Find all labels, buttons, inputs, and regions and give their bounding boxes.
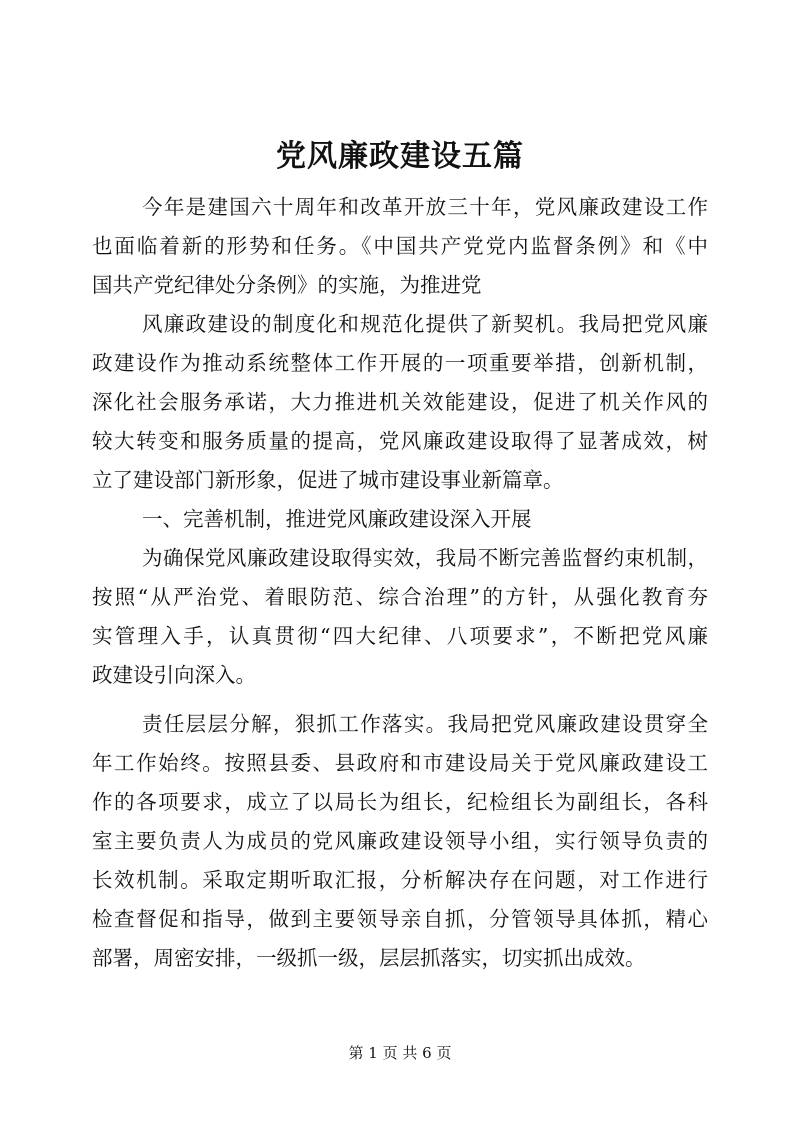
paragraph-line: 较大转变和服务质量的提高，党风廉政建设取得了显著成效，树 — [92, 429, 708, 453]
paragraph-line: 也面临着新的形势和任务。《中国共产党党内监督条例》和《中 — [92, 234, 708, 258]
section-heading: 一、完善机制，推进党风廉政建设深入开展 — [142, 507, 532, 531]
paragraph-line: 立了建设部门新形象，促进了城市建设事业新篇章。 — [92, 468, 564, 492]
paragraph-line: 实管理入手，认真贯彻“四大纪律、八项要求”，不断把党风廉 — [92, 624, 708, 648]
paragraph-line: 年工作始终。按照县委、县政府和市建设局关于党风廉政建设工 — [92, 751, 708, 775]
paragraph-line: 责任层层分解，狠抓工作落实。我局把党风廉政建设贯穿全 — [142, 712, 708, 736]
paragraph-line: 国共产党纪律处分条例》的实施，为推进党 — [92, 273, 482, 297]
paragraph-line: 政建设作为推动系统整体工作开展的一项重要举措，创新机制， — [92, 351, 708, 375]
paragraph-line: 风廉政建设的制度化和规范化提供了新契机。我局把党风廉 — [142, 312, 708, 336]
paragraph-line: 作的各项要求，成立了以局长为组长，纪检组长为副组长，各科 — [92, 790, 708, 814]
paragraph-line: 政建设引向深入。 — [92, 663, 256, 687]
document-body — [92, 188, 708, 978]
paragraph-line: 部署，周密安排，一级抓一级，层层抓落实，切实抓出成效。 — [92, 946, 646, 970]
paragraph-line: 今年是建国六十周年和改革开放三十年，党风廉政建设工作 — [142, 195, 708, 219]
paragraph-line: 为确保党风廉政建设取得实效，我局不断完善监督约束机制， — [142, 546, 708, 570]
page-footer: 第 1 页 共 6 页 — [348, 1044, 452, 1062]
paragraph-line: 深化社会服务承诺，大力推进机关效能建设，促进了机关作风的 — [92, 390, 708, 414]
paragraph-line: 长效机制。采取定期听取汇报，分析解决存在问题，对工作进行 — [92, 868, 708, 892]
paragraph-line: 按照“从严治党、着眼防范、综合治理”的方针，从强化教育夯 — [92, 585, 708, 609]
document-title: 党风廉政建设五篇 — [276, 139, 524, 174]
paragraph-line: 室主要负责人为成员的党风廉政建设领导小组，实行领导负责的 — [92, 829, 708, 853]
paragraph-line: 检查督促和指导，做到主要领导亲自抓，分管领导具体抓，精心 — [92, 907, 708, 931]
